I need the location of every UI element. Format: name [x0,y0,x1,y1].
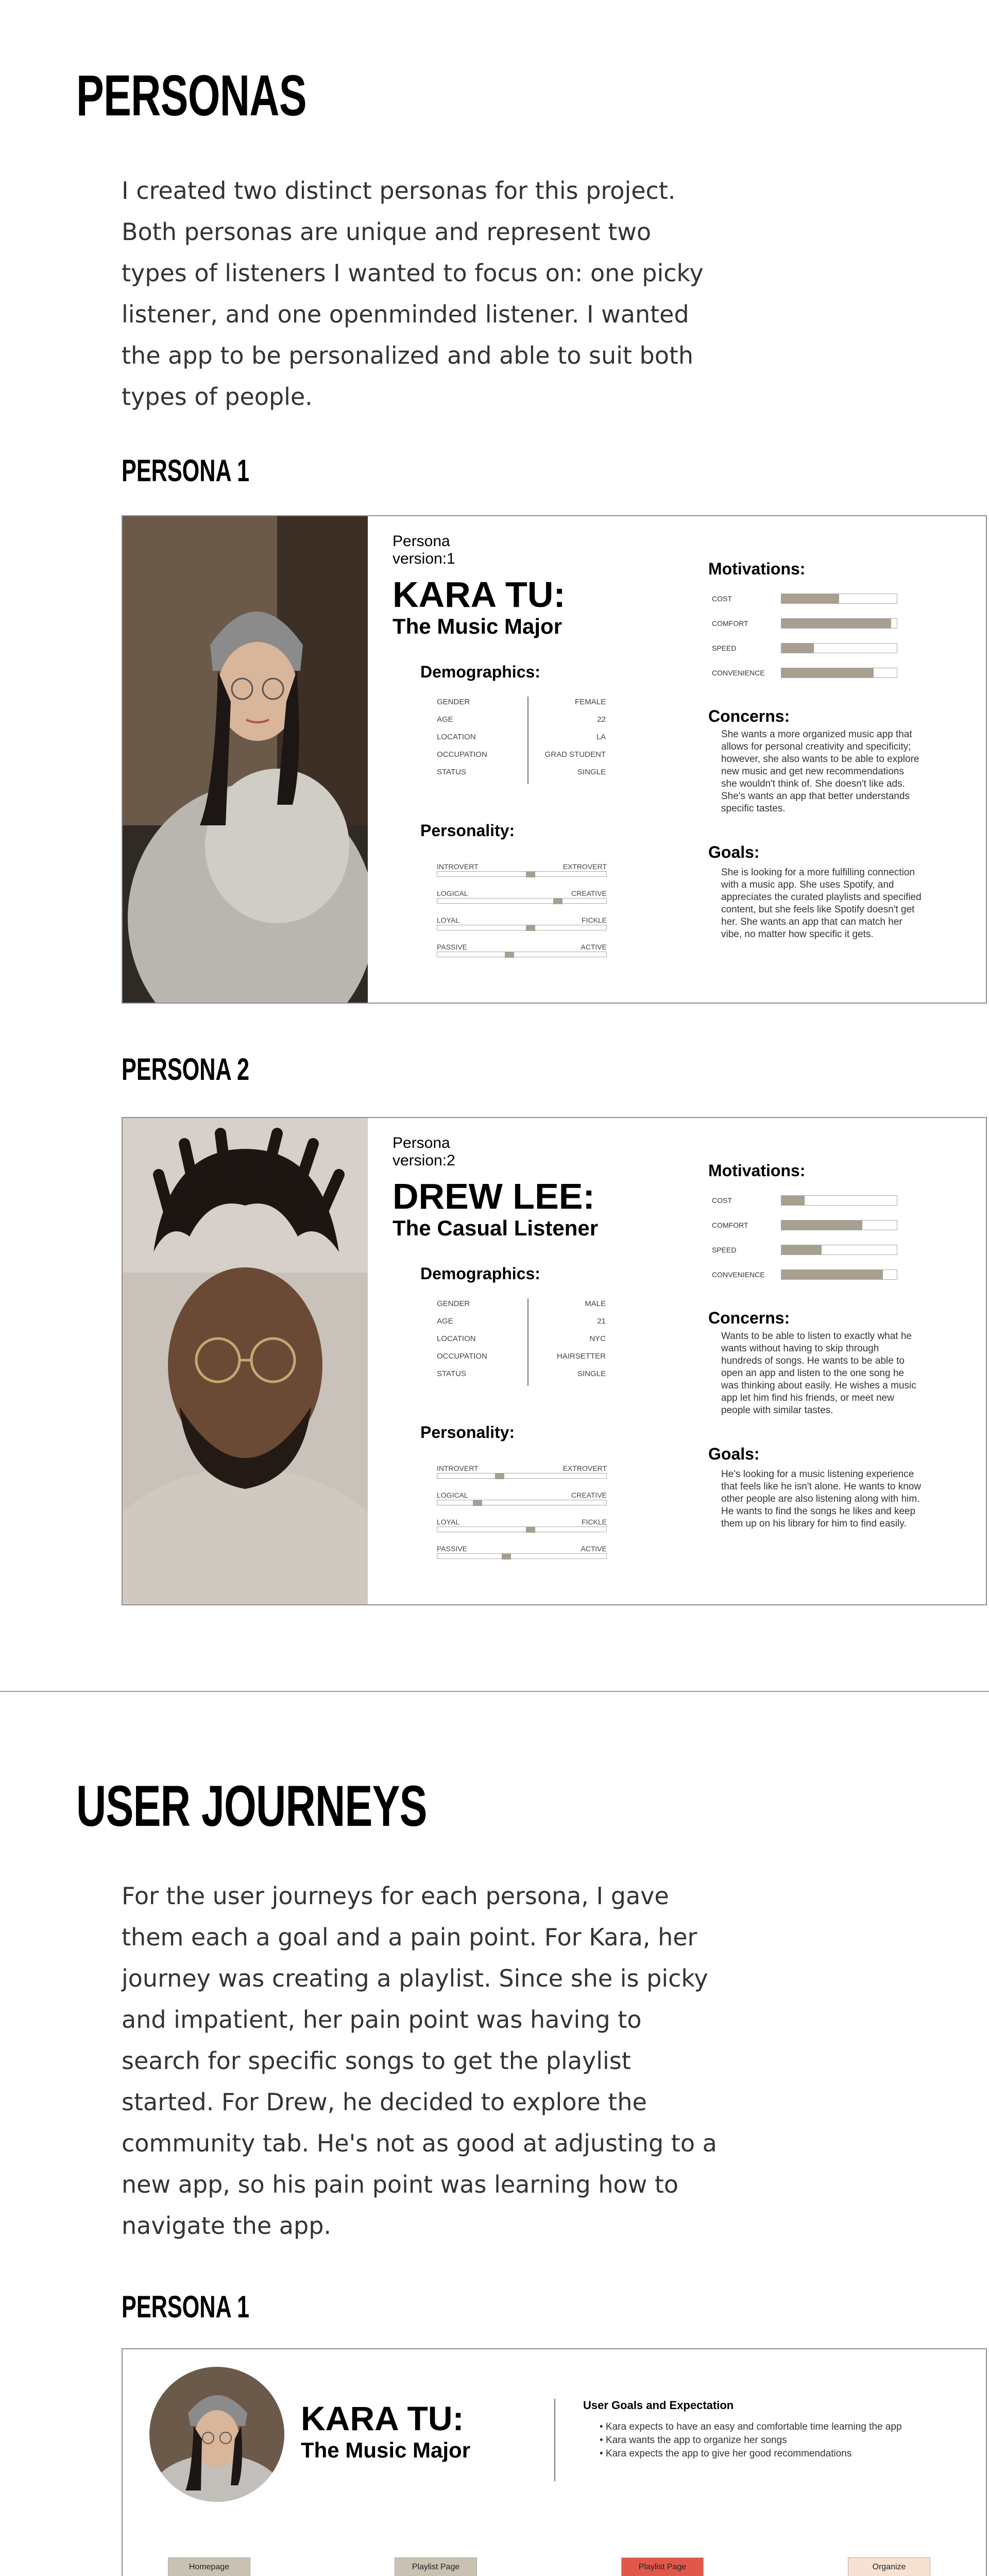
personas-intro: I created two distinct personas for this project. Both personas are unique and represent two types of listeners I wanted to focus on: one picky listener, and one openminded listener. I wanted the app to be personalized and able to suit both types of people. [122,177,704,411]
journey-1-label: PERSONA 1 [122,2290,250,2324]
motivation-row [712,1269,897,1280]
persona-card-drew [122,1117,987,1605]
persona-1-label: PERSONA 1 [122,453,250,488]
journey-name: KARA TU: [301,2399,464,2437]
demographic-key: LOCATION [437,1334,476,1343]
demographic-value: 22 [597,715,606,724]
journey-step [848,2557,930,2576]
slider-left-label: LOYAL [437,1518,460,1526]
slider-knob [473,1500,482,1506]
motivation-label: SPEED [712,1246,737,1254]
motivation-fill [781,1196,805,1205]
motivation-label: COMFORT [712,619,748,628]
journey-step [395,2557,477,2576]
goal-item: • Kara expects to have an easy and comfortable time learning the app [600,2421,902,2432]
concerns-heading: Concerns: [708,1309,790,1327]
motivation-fill [781,619,891,628]
journey-role: The Music Major [301,2438,471,2462]
slider-right-label: ACTIVE [581,1545,607,1553]
kara-avatar [149,2367,284,2502]
motivations-heading: Motivations: [708,1161,806,1180]
slider-knob [502,1554,511,1560]
slider-track [437,871,607,877]
slider-right-label: ACTIVE [581,943,607,951]
slider-knob [553,899,562,904]
concerns-text: Wants to be able to listen to exactly what he wants without having to skip through hundreds of songs. He wants to be able to open an app and listen to the one song he was thinking about easily. He wishes a music app let him find his friends, or meet new people with similar tastes. [721,1331,916,1416]
demographic-value: NYC [589,1334,606,1343]
motivation-label: COMFORT [712,1221,748,1229]
demographic-key: OCCUPATION [437,750,487,759]
kara-photo [123,516,368,1003]
motivation-row [712,1245,897,1255]
demographic-value: SINGLE [577,1369,606,1378]
persona-version: version:1 [393,550,455,567]
slider-track [437,952,607,957]
demographic-value: LA [596,733,606,741]
step-title: Homepage [168,2558,250,2576]
persona-name: KARA TU: [393,574,566,615]
demographic-value: FEMALE [574,698,606,706]
demographics-divider [527,697,528,784]
slider-left-label: PASSIVE [437,1545,467,1553]
drew-photo [123,1118,368,1604]
slider-right-label: EXTROVERT [562,1464,607,1472]
motivation-label: CONVENIENCE [712,1270,765,1279]
slider-track [437,1473,607,1479]
slider-left-label: PASSIVE [437,943,467,951]
concerns-text: She wants a more organized music app that allows for personal creativity and specificity; however, she also wants to be able to explore new music and get new recommendations she wouldn't think of. She doesn't like ads. She's wants an app that better understands specific tastes. [721,729,919,814]
demographic-value: 21 [597,1317,606,1326]
goals-heading: Goals: [708,843,760,861]
personality-slider [437,1545,607,1559]
journey-step [168,2557,250,2576]
motivation-bar [781,1220,897,1230]
concerns-heading: Concerns: [708,707,790,725]
goals-divider [554,2399,555,2481]
persona-label: Persona [393,1134,450,1151]
personality-slider [437,916,607,930]
motivation-label: COST [712,1196,732,1205]
demographic-value: GRAD STUDENT [544,750,606,759]
motivation-fill [781,1221,862,1230]
motivation-row [712,594,897,604]
personality-slider [437,1518,607,1532]
motivation-fill [781,1270,883,1279]
motivations-heading: Motivations: [708,560,806,578]
slider-right-label: CREATIVE [571,889,607,897]
personality-slider [437,943,607,957]
demographic-key: LOCATION [437,733,476,741]
journey-card-kara [122,2348,987,2576]
persona-card-kara [122,515,987,1004]
section-divider [0,1691,989,1692]
motivation-fill [781,643,814,653]
slider-right-label: EXTROVERT [562,862,607,871]
persona-role: The Casual Listener [393,1216,599,1240]
demographics-heading: Demographics: [420,663,540,681]
journeys-title: USER JOURNEYS [76,1774,427,1838]
persona-label: Persona [393,533,450,550]
demographic-key: GENDER [437,1299,470,1308]
demographic-key: AGE [437,715,453,724]
slider-right-label: FICKLE [581,1518,607,1526]
motivation-label: SPEED [712,644,737,652]
slider-left-label: LOGICAL [437,1491,468,1499]
persona-version: version:2 [393,1152,455,1169]
persona-role: The Music Major [393,614,562,638]
motivation-bar [781,1245,897,1255]
motivation-label: COST [712,595,732,603]
goals-text: He's looking for a music listening experience that feels like he isn't alone. He wants to know other people are also listening along with him. He wants to find the songs he likes and keep them up on his library for him to find easily. [721,1469,922,1529]
personality-heading: Personality: [420,821,515,840]
slider-left-label: LOYAL [437,916,460,924]
goals-heading: User Goals and Expectation [583,2399,734,2412]
motivation-bar [781,1269,897,1280]
personality-slider [437,1464,607,1479]
slider-track [437,1553,607,1559]
goal-item: • Kara wants the app to organize her songs [600,2435,787,2446]
personas-title: PERSONAS [76,63,306,128]
demographic-key: OCCUPATION [437,1352,487,1361]
persona-name: DREW LEE: [393,1176,595,1216]
goals-text: She is looking for a more fulfilling connection with a music app. She uses Spotify, and appreciates the curated playlists and specified content, but she feels like Spotify doesn't get her. She wants an app that can match her vibe, no matter how specific it gets. [721,867,922,940]
slider-right-label: CREATIVE [571,1491,607,1499]
demographics-heading: Demographics: [420,1264,540,1283]
journey-step [621,2557,704,2576]
motivation-bar [781,618,897,629]
demographics-divider [527,1298,528,1386]
step-title: Organize [848,2558,930,2576]
slider-knob [505,952,514,958]
persona-2-label: PERSONA 2 [122,1052,250,1087]
slider-track [437,1527,607,1532]
personality-heading: Personality: [420,1423,515,1442]
slider-left-label: INTROVERT [437,862,479,871]
motivation-row [712,643,897,653]
journeys-intro: For the user journeys for each persona, I gave them each a goal and a pain point. For Kara, her journey was creating a playlist. Since she is picky and impatient, her pain point was having to search for specific songs to get the playlist started. For Drew, he decided to explore the community tab. He's not as good at adjusting to a new app, so his pain point was learning how to navigate the app. [122,1882,717,2240]
motivation-fill [781,594,839,603]
step-title: Playlist Page [395,2558,476,2576]
motivation-bar [781,643,897,653]
motivation-bar [781,594,897,604]
demographic-key: STATUS [437,1369,466,1378]
slider-track [437,898,607,904]
personality-slider [437,889,607,904]
demographic-value: MALE [585,1299,606,1308]
slider-knob [526,925,535,931]
slider-left-label: INTROVERT [437,1464,479,1472]
demographic-value: SINGLE [577,768,606,776]
motivation-fill [781,668,874,677]
motivation-fill [781,1245,822,1255]
goals-heading: Goals: [708,1445,760,1463]
motivation-label: CONVENIENCE [712,669,765,677]
demographic-key: GENDER [437,698,470,706]
personality-slider [437,862,607,877]
motivation-bar [781,668,897,678]
personality-slider [437,1491,607,1505]
slider-knob [526,872,535,877]
motivation-row [712,1220,897,1230]
motivation-row [712,618,897,629]
motivation-bar [781,1195,897,1206]
demographic-key: STATUS [437,768,466,776]
demographic-key: AGE [437,1317,453,1326]
slider-knob [526,1527,535,1533]
slider-track [437,1500,607,1505]
motivation-row [712,1195,897,1206]
goal-item: • Kara expects the app to give her good recommendations [600,2448,852,2459]
slider-track [437,925,607,930]
slider-knob [495,1473,504,1479]
slider-left-label: LOGICAL [437,889,468,897]
demographic-value: HAIRSETTER [556,1352,606,1361]
slider-right-label: FICKLE [581,916,607,924]
step-title: Playlist Page [622,2558,703,2576]
motivation-row [712,668,897,678]
